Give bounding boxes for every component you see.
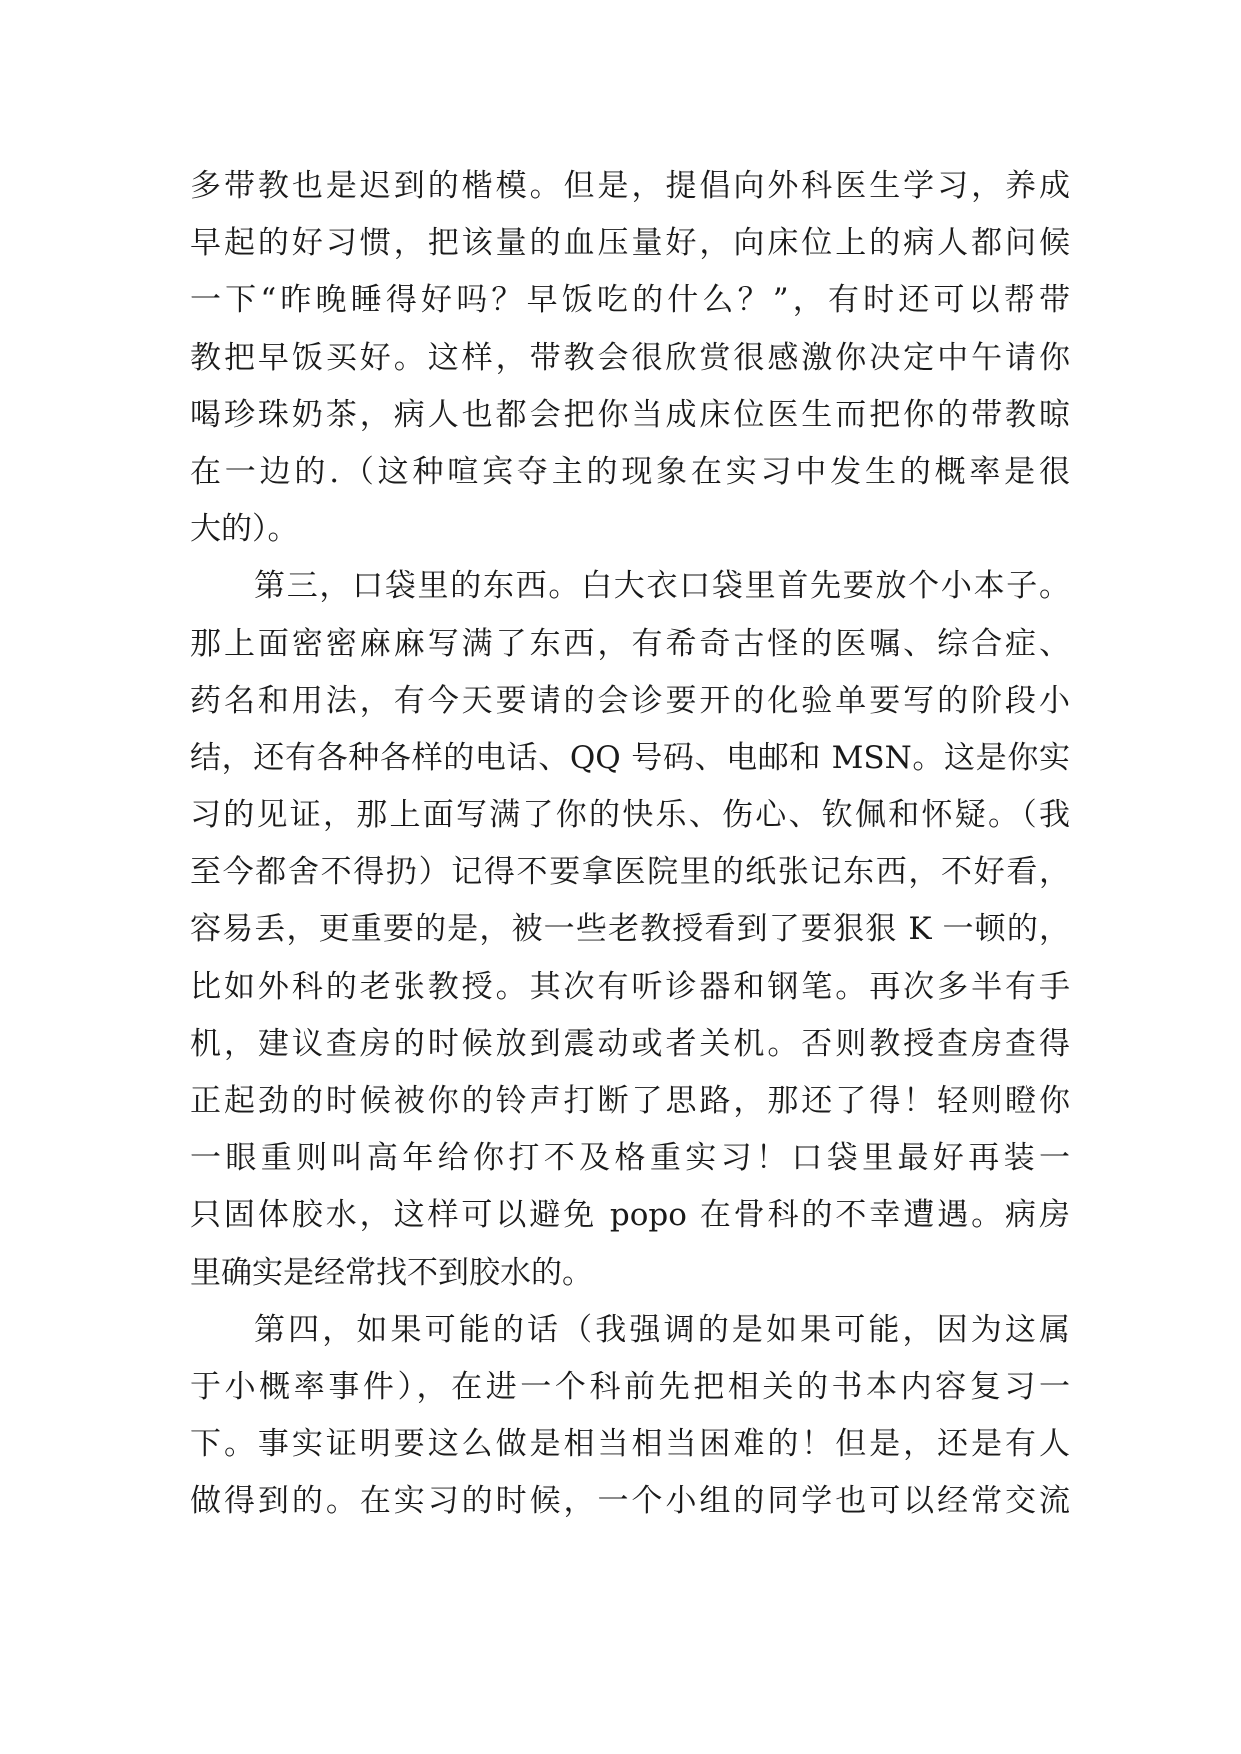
text-line: 结，还有各种各样的电话、QQ 号码、电邮和 MSN。这是你实 bbox=[190, 739, 1070, 776]
text-line: 喝珍珠奶茶，病人也都会把你当成床位医生而把你的带教晾 bbox=[190, 396, 1070, 433]
text-line: 多带教也是迟到的楷模。但是，提倡向外科医生学习，养成 bbox=[190, 168, 1070, 204]
body-text bbox=[190, 158, 1070, 1531]
text-line: 教把早饭买好。这样，带教会很欣赏很感激你决定中午请你 bbox=[190, 339, 1070, 376]
paragraph-start-line: 第三，口袋里的东西。白大衣口袋里首先要放个小本子。 bbox=[254, 568, 1070, 605]
text-line: 做得到的。在实习的时候，一个小组的同学也可以经常交流 bbox=[190, 1483, 1070, 1520]
text-line: 只固体胶水，这样可以避免 popo 在骨科的不幸遭遇。病房 bbox=[190, 1197, 1070, 1234]
text-line: 一眼重则叫高年给你打不及格重实习！口袋里最好再装一 bbox=[190, 1140, 1070, 1177]
text-line: 那上面密密麻麻写满了东西，有希奇古怪的医嘱、综合症、 bbox=[190, 625, 1070, 662]
text-line: 正起劲的时候被你的铃声打断了思路，那还了得！轻则瞪你 bbox=[190, 1083, 1070, 1119]
text-line: 早起的好习惯，把该量的血压量好，向床位上的病人都问候 bbox=[190, 225, 1070, 262]
text-line: 于小概率事件），在进一个科前先把相关的书本内容复习一 bbox=[190, 1368, 1070, 1405]
text-line: 大的）。 bbox=[190, 511, 299, 548]
text-line: 里确实是经常找不到胶水的。 bbox=[190, 1254, 593, 1291]
paragraph-start-line: 第四，如果可能的话（我强调的是如果可能，因为这属 bbox=[254, 1311, 1070, 1348]
text-line: 习的见证，那上面写满了你的快乐、伤心、钦佩和怀疑。（我 bbox=[190, 797, 1070, 834]
text-line: 一下“昨晚睡得好吗？早饭吃的什么？”，有时还可以帮带 bbox=[190, 282, 1070, 319]
text-line: 至今都舍不得扔）记得不要拿医院里的纸张记东西，不好看， bbox=[190, 854, 1070, 891]
text-line: 容易丢，更重要的是，被一些老教授看到了要狠狠 K 一顿的， bbox=[190, 911, 1070, 948]
text-line: 比如外科的老张教授。其次有听诊器和钢笔。再次多半有手 bbox=[190, 968, 1070, 1005]
text-line: 机，建议查房的时候放到震动或者关机。否则教授查房查得 bbox=[190, 1025, 1070, 1062]
text-line: 下。事实证明要这么做是相当相当困难的！但是，还是有人 bbox=[190, 1426, 1070, 1463]
text-line: 在一边的.（这种喧宾夺主的现象在实习中发生的概率是很 bbox=[190, 453, 1070, 490]
text-line: 药名和用法，有今天要请的会诊要开的化验单要写的阶段小 bbox=[190, 682, 1070, 719]
